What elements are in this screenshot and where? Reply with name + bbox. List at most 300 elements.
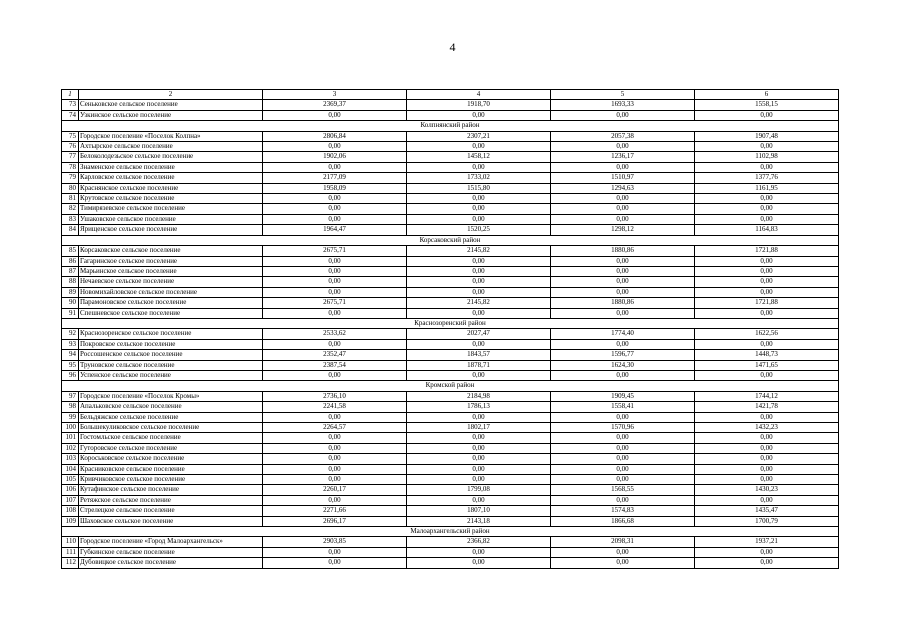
value-col-5: 1574,83: [551, 506, 695, 516]
value-col-4: 1807,10: [407, 506, 551, 516]
settlement-name: Городское поселение «Поселок Кромы»: [79, 391, 263, 401]
settlement-name: Ахтырское сельское поселение: [79, 142, 263, 152]
value-col-5: 0,00: [551, 464, 695, 474]
table-row: [62, 464, 839, 474]
value-col-4: 0,00: [407, 142, 551, 152]
value-col-3: 2696,17: [263, 516, 407, 526]
table-row: [62, 162, 839, 172]
value-col-6: 1558,15: [695, 100, 839, 110]
value-col-6: 1377,76: [695, 173, 839, 183]
value-col-5: 1294,63: [551, 183, 695, 193]
table-row: [62, 370, 839, 380]
value-col-6: 0,00: [695, 204, 839, 214]
value-col-4: 2027,47: [407, 329, 551, 339]
header-cell-6: 6: [695, 90, 839, 100]
value-col-3: 0,00: [263, 454, 407, 464]
value-col-5: 0,00: [551, 443, 695, 453]
table-row: [62, 256, 839, 266]
settlement-name: Большекуликовское сельское поселение: [79, 423, 263, 433]
value-col-4: 1733,02: [407, 173, 551, 183]
value-col-3: 0,00: [263, 443, 407, 453]
value-col-4: 0,00: [407, 495, 551, 505]
value-col-5: 0,00: [551, 110, 695, 120]
value-col-6: 1448,73: [695, 350, 839, 360]
value-col-4: 1802,17: [407, 423, 551, 433]
table-row: [62, 214, 839, 224]
value-col-5: 0,00: [551, 454, 695, 464]
row-number: 111: [62, 547, 79, 557]
value-col-4: 0,00: [407, 204, 551, 214]
value-col-3: 2675,71: [263, 298, 407, 308]
table-row: [62, 558, 839, 568]
row-number: 76: [62, 142, 79, 152]
value-col-6: 1721,88: [695, 246, 839, 256]
settlement-name: Губкинское сельское поселение: [79, 547, 263, 557]
value-col-4: 2184,98: [407, 391, 551, 401]
value-col-6: 1421,78: [695, 402, 839, 412]
table-row: [62, 204, 839, 214]
value-col-3: 1964,47: [263, 225, 407, 235]
value-col-6: 0,00: [695, 464, 839, 474]
settlement-name: Дубовицкое сельское поселение: [79, 558, 263, 568]
value-col-6: 1744,12: [695, 391, 839, 401]
value-col-6: 1432,23: [695, 423, 839, 433]
row-number: 80: [62, 183, 79, 193]
row-number: 104: [62, 464, 79, 474]
settlement-name: Гуторовское сельское поселение: [79, 443, 263, 453]
table-row: [62, 287, 839, 297]
value-col-3: 2260,17: [263, 485, 407, 495]
value-col-5: 1624,30: [551, 360, 695, 370]
table-row: [62, 433, 839, 443]
settlement-name: Крутовское сельское поселение: [79, 194, 263, 204]
value-col-5: 1693,33: [551, 100, 695, 110]
table-row: [62, 194, 839, 204]
table-row: [62, 308, 839, 318]
value-col-4: 0,00: [407, 214, 551, 224]
value-col-5: 1880,86: [551, 298, 695, 308]
value-col-3: 0,00: [263, 110, 407, 120]
value-col-4: 0,00: [407, 464, 551, 474]
value-col-6: 0,00: [695, 339, 839, 349]
district-row: [62, 527, 839, 537]
value-col-3: 0,00: [263, 162, 407, 172]
value-col-5: 1596,77: [551, 350, 695, 360]
value-col-5: 1570,96: [551, 423, 695, 433]
row-number: 77: [62, 152, 79, 162]
row-number: 99: [62, 412, 79, 422]
table-row: [62, 412, 839, 422]
value-col-3: 0,00: [263, 475, 407, 485]
value-col-3: 0,00: [263, 547, 407, 557]
settlement-name: Апальковское сельское поселение: [79, 402, 263, 412]
value-col-4: 0,00: [407, 277, 551, 287]
row-number: 110: [62, 537, 79, 547]
table-row: [62, 485, 839, 495]
value-col-5: 0,00: [551, 558, 695, 568]
value-col-4: 0,00: [407, 558, 551, 568]
value-col-3: 0,00: [263, 412, 407, 422]
settlement-name: Ретяжское сельское поселение: [79, 495, 263, 505]
value-col-5: 1774,40: [551, 329, 695, 339]
header-cell-4: 4: [407, 90, 551, 100]
table-row: [62, 360, 839, 370]
row-number: 82: [62, 204, 79, 214]
row-number: 100: [62, 423, 79, 433]
value-col-4: 1520,25: [407, 225, 551, 235]
value-col-3: 0,00: [263, 204, 407, 214]
table-row: [62, 131, 839, 141]
value-col-4: 0,00: [407, 256, 551, 266]
value-col-4: 2366,82: [407, 537, 551, 547]
table-row: [62, 454, 839, 464]
table-body: [62, 90, 839, 569]
value-col-3: 0,00: [263, 339, 407, 349]
value-col-4: 1918,70: [407, 100, 551, 110]
settlement-name: Нечаевское сельское поселение: [79, 277, 263, 287]
value-col-5: 0,00: [551, 433, 695, 443]
header-cell-1: 1: [62, 90, 79, 100]
value-col-6: 1102,98: [695, 152, 839, 162]
value-col-4: 0,00: [407, 475, 551, 485]
value-col-4: 0,00: [407, 287, 551, 297]
value-col-6: 1164,83: [695, 225, 839, 235]
value-col-5: 1236,17: [551, 152, 695, 162]
value-col-5: 0,00: [551, 194, 695, 204]
page-number: 4: [449, 40, 456, 54]
value-col-3: 0,00: [263, 308, 407, 318]
value-col-4: 2145,82: [407, 246, 551, 256]
value-col-6: 1471,65: [695, 360, 839, 370]
value-col-4: 2143,18: [407, 516, 551, 526]
value-col-5: 0,00: [551, 308, 695, 318]
value-col-4: 1458,12: [407, 152, 551, 162]
settlement-name: Гостомльское сельское поселение: [79, 433, 263, 443]
value-col-4: 0,00: [407, 412, 551, 422]
value-col-3: 0,00: [263, 142, 407, 152]
value-col-4: 2145,82: [407, 298, 551, 308]
row-number: 102: [62, 443, 79, 453]
settlement-name: Кутафинское сельское поселение: [79, 485, 263, 495]
value-col-4: 2307,21: [407, 131, 551, 141]
table-row: [62, 152, 839, 162]
row-number: 105: [62, 475, 79, 485]
table-row: [62, 537, 839, 547]
row-number: 84: [62, 225, 79, 235]
value-col-5: 1558,41: [551, 402, 695, 412]
settlement-name: Парамоновское сельское поселение: [79, 298, 263, 308]
value-col-5: 0,00: [551, 370, 695, 380]
settlement-name: Городское поселение «Город Малоархангельск»: [79, 537, 263, 547]
settlement-name: Ярищенское сельское поселение: [79, 225, 263, 235]
settlement-name: Труновское сельское поселение: [79, 360, 263, 370]
settlement-name: Новомихайловское сельское поселение: [79, 287, 263, 297]
value-col-6: 0,00: [695, 308, 839, 318]
value-col-3: 2806,84: [263, 131, 407, 141]
row-number: 79: [62, 173, 79, 183]
value-col-3: 1958,09: [263, 183, 407, 193]
table-row: [62, 225, 839, 235]
value-col-4: 0,00: [407, 194, 551, 204]
settlement-name: Бельдяжское сельское поселение: [79, 412, 263, 422]
data-table: [61, 89, 839, 569]
value-col-5: 0,00: [551, 412, 695, 422]
row-number: 98: [62, 402, 79, 412]
row-number: 93: [62, 339, 79, 349]
row-number: 107: [62, 495, 79, 505]
value-col-5: 1510,97: [551, 173, 695, 183]
row-number: 106: [62, 485, 79, 495]
row-number: 78: [62, 162, 79, 172]
row-number: 81: [62, 194, 79, 204]
value-col-4: 0,00: [407, 162, 551, 172]
value-col-3: 2241,58: [263, 402, 407, 412]
value-col-3: 0,00: [263, 194, 407, 204]
value-col-5: 0,00: [551, 162, 695, 172]
value-col-6: 1435,47: [695, 506, 839, 516]
value-col-6: 1161,95: [695, 183, 839, 193]
settlement-name: Россошенское сельское поселение: [79, 350, 263, 360]
row-number: 91: [62, 308, 79, 318]
value-col-3: 0,00: [263, 370, 407, 380]
value-col-3: 2533,62: [263, 329, 407, 339]
value-col-3: 2387,54: [263, 360, 407, 370]
value-col-5: 0,00: [551, 214, 695, 224]
district-row: [62, 235, 839, 245]
settlement-name: Корсаковское сельское поселение: [79, 246, 263, 256]
settlement-name: Марьинское сельское поселение: [79, 266, 263, 276]
settlement-name: Узкинское сельское поселение: [79, 110, 263, 120]
value-col-6: 0,00: [695, 547, 839, 557]
settlement-name: Стрелецкое сельское поселение: [79, 506, 263, 516]
table-row: [62, 110, 839, 120]
value-col-4: 1878,71: [407, 360, 551, 370]
value-col-3: 2271,66: [263, 506, 407, 516]
settlement-name: Успенское сельское поселение: [79, 370, 263, 380]
value-col-4: 1515,80: [407, 183, 551, 193]
value-col-3: 2675,71: [263, 246, 407, 256]
row-number: 109: [62, 516, 79, 526]
value-col-6: 0,00: [695, 443, 839, 453]
value-col-6: 0,00: [695, 266, 839, 276]
row-number: 94: [62, 350, 79, 360]
value-col-6: 0,00: [695, 256, 839, 266]
value-col-5: 1866,68: [551, 516, 695, 526]
value-col-5: 0,00: [551, 277, 695, 287]
value-col-6: 0,00: [695, 110, 839, 120]
value-col-6: 0,00: [695, 370, 839, 380]
table-row: [62, 547, 839, 557]
value-col-3: 0,00: [263, 266, 407, 276]
table-row: [62, 100, 839, 110]
table-row: [62, 350, 839, 360]
value-col-6: 1622,56: [695, 329, 839, 339]
value-col-6: 0,00: [695, 433, 839, 443]
settlement-name: Короськовское сельское поселение: [79, 454, 263, 464]
table-row: [62, 183, 839, 193]
value-col-5: 0,00: [551, 495, 695, 505]
value-col-6: 0,00: [695, 277, 839, 287]
settlement-name: Тимирязевское сельское поселение: [79, 204, 263, 214]
district-row: [62, 318, 839, 328]
district-name: Малоархангельский район: [62, 527, 839, 537]
value-col-4: 0,00: [407, 308, 551, 318]
table-row: [62, 402, 839, 412]
value-col-4: 0,00: [407, 339, 551, 349]
district-name: Колпнянский район: [62, 121, 839, 131]
district-name: Корсаковский район: [62, 235, 839, 245]
value-col-5: 0,00: [551, 475, 695, 485]
settlement-name: Карловское сельское поселение: [79, 173, 263, 183]
value-col-6: 1721,88: [695, 298, 839, 308]
settlement-name: Сеньковское сельское поселение: [79, 100, 263, 110]
header-cell-3: 3: [263, 90, 407, 100]
value-col-4: 0,00: [407, 110, 551, 120]
row-number: 86: [62, 256, 79, 266]
value-col-5: 1298,12: [551, 225, 695, 235]
settlement-name: Кривчиковское сельское поселение: [79, 475, 263, 485]
value-col-4: 0,00: [407, 266, 551, 276]
value-col-6: 0,00: [695, 287, 839, 297]
value-col-5: 0,00: [551, 266, 695, 276]
table-row: [62, 246, 839, 256]
value-col-6: 0,00: [695, 475, 839, 485]
settlement-name: Знаменское сельское поселение: [79, 162, 263, 172]
value-col-4: 1799,08: [407, 485, 551, 495]
value-col-6: 0,00: [695, 142, 839, 152]
row-number: 95: [62, 360, 79, 370]
row-number: 101: [62, 433, 79, 443]
district-name: Краснозоренский район: [62, 318, 839, 328]
settlement-name: Покровское сельское поселение: [79, 339, 263, 349]
header-cell-2: 2: [79, 90, 263, 100]
value-col-5: 1909,45: [551, 391, 695, 401]
settlement-name: Городское поселение «Поселок Колпна»: [79, 131, 263, 141]
settlement-name: Красниковское сельское поселение: [79, 464, 263, 474]
value-col-3: 0,00: [263, 433, 407, 443]
row-number: 108: [62, 506, 79, 516]
value-col-4: 0,00: [407, 443, 551, 453]
row-number: 112: [62, 558, 79, 568]
row-number: 85: [62, 246, 79, 256]
value-col-6: 1937,21: [695, 537, 839, 547]
row-number: 97: [62, 391, 79, 401]
row-number: 92: [62, 329, 79, 339]
value-col-5: 0,00: [551, 287, 695, 297]
value-col-6: 0,00: [695, 194, 839, 204]
value-col-5: 0,00: [551, 547, 695, 557]
value-col-5: 0,00: [551, 339, 695, 349]
value-col-3: 1902,06: [263, 152, 407, 162]
value-col-4: 0,00: [407, 547, 551, 557]
value-col-3: 0,00: [263, 256, 407, 266]
value-col-6: 1700,79: [695, 516, 839, 526]
table-row: [62, 391, 839, 401]
settlement-name: Ушаковское сельское поселение: [79, 214, 263, 224]
table-row: [62, 329, 839, 339]
value-col-4: 0,00: [407, 454, 551, 464]
settlement-name: Шаховское сельское поселение: [79, 516, 263, 526]
value-col-6: 1907,48: [695, 131, 839, 141]
row-number: 96: [62, 370, 79, 380]
settlement-name: Белоколодезьское сельское поселение: [79, 152, 263, 162]
value-col-6: 0,00: [695, 412, 839, 422]
value-col-3: 0,00: [263, 495, 407, 505]
row-number: 83: [62, 214, 79, 224]
table-row: [62, 142, 839, 152]
value-col-5: 0,00: [551, 142, 695, 152]
district-row: [62, 121, 839, 131]
value-col-4: 1843,57: [407, 350, 551, 360]
value-col-3: 2352,47: [263, 350, 407, 360]
value-col-3: 2903,85: [263, 537, 407, 547]
table-row: [62, 506, 839, 516]
table-row: [62, 516, 839, 526]
row-number: 73: [62, 100, 79, 110]
value-col-5: 2098,31: [551, 537, 695, 547]
value-col-3: 2177,09: [263, 173, 407, 183]
settlement-name: Гагаринское сельское поселение: [79, 256, 263, 266]
value-col-3: 0,00: [263, 558, 407, 568]
value-col-3: 0,00: [263, 287, 407, 297]
header-row: [62, 90, 839, 100]
value-col-6: 0,00: [695, 214, 839, 224]
table-row: [62, 423, 839, 433]
table-row: [62, 277, 839, 287]
value-col-5: 1568,55: [551, 485, 695, 495]
value-col-3: 0,00: [263, 214, 407, 224]
row-number: 89: [62, 287, 79, 297]
value-col-6: 0,00: [695, 454, 839, 464]
value-col-3: 2264,57: [263, 423, 407, 433]
district-name: Кромской район: [62, 381, 839, 391]
row-number: 75: [62, 131, 79, 141]
value-col-6: 0,00: [695, 495, 839, 505]
row-number: 88: [62, 277, 79, 287]
table-row: [62, 298, 839, 308]
value-col-6: 1430,23: [695, 485, 839, 495]
row-number: 87: [62, 266, 79, 276]
table-row: [62, 339, 839, 349]
value-col-5: 1880,86: [551, 246, 695, 256]
value-col-5: 0,00: [551, 204, 695, 214]
value-col-6: 0,00: [695, 162, 839, 172]
settlement-name: Спешневское сельское поселение: [79, 308, 263, 318]
row-number: 103: [62, 454, 79, 464]
table-row: [62, 266, 839, 276]
table-row: [62, 173, 839, 183]
table-row: [62, 495, 839, 505]
value-col-4: 0,00: [407, 433, 551, 443]
table-row: [62, 443, 839, 453]
value-col-3: 0,00: [263, 464, 407, 474]
value-col-3: 0,00: [263, 277, 407, 287]
value-col-4: 0,00: [407, 370, 551, 380]
settlement-name: Краснянское сельское поселение: [79, 183, 263, 193]
table-row: [62, 475, 839, 485]
value-col-3: 2369,37: [263, 100, 407, 110]
value-col-5: 2057,38: [551, 131, 695, 141]
value-col-3: 2736,10: [263, 391, 407, 401]
header-cell-5: 5: [551, 90, 695, 100]
value-col-5: 0,00: [551, 256, 695, 266]
value-col-6: 0,00: [695, 558, 839, 568]
district-row: [62, 381, 839, 391]
settlement-name: Краснозоренское сельское поселение: [79, 329, 263, 339]
row-number: 74: [62, 110, 79, 120]
row-number: 90: [62, 298, 79, 308]
value-col-4: 1786,13: [407, 402, 551, 412]
